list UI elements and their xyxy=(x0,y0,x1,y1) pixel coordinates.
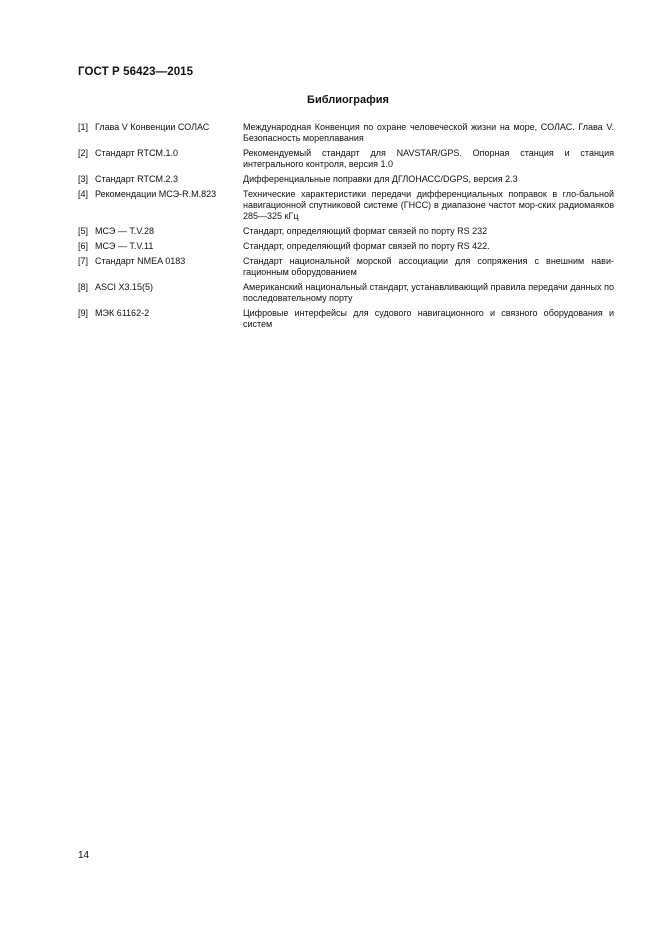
bibliography-entry xyxy=(78,241,614,252)
bibliography-entry xyxy=(78,122,614,144)
page-number: 14 xyxy=(78,850,90,861)
entry-description: Цифровые интерфейсы для судового навигационного и связного оборудования и систем xyxy=(243,308,614,329)
entry-number: [6] xyxy=(78,241,89,251)
entry-number: [5] xyxy=(78,226,89,236)
entry-source: Стандарт RTCM.1.0 xyxy=(95,148,179,158)
bibliography-entry xyxy=(78,308,614,330)
bibliography-entry xyxy=(78,174,614,185)
entry-number: [7] xyxy=(78,256,89,266)
document-header: ГОСТ Р 56423—2015 xyxy=(78,66,194,78)
bibliography-entry xyxy=(78,189,614,222)
entry-source: Глава V Конвенции СОЛАС xyxy=(95,122,210,132)
bibliography-entry xyxy=(78,282,614,304)
entry-number: [2] xyxy=(78,148,89,158)
entry-description: Стандарт национальной морской ассоциации для сопряжения с внешним нави-гационным оборудованием xyxy=(243,256,614,277)
entry-source: ASCI X3.15(5) xyxy=(95,282,154,292)
bibliography-entry xyxy=(78,148,614,170)
entry-number: [4] xyxy=(78,189,89,199)
entry-source: МСЭ — T.V.28 xyxy=(95,226,155,236)
entry-number: [1] xyxy=(78,122,89,132)
entry-description: Стандарт, определяющий формат связей по порту RS 232 xyxy=(243,226,488,236)
entry-number: [8] xyxy=(78,282,89,292)
entry-description: Стандарт, определяющий формат связей по порту RS 422. xyxy=(243,241,490,251)
entry-number: [3] xyxy=(78,174,89,184)
entry-source: МЭК 61162-2 xyxy=(95,308,150,318)
section-title: Библиография xyxy=(307,94,389,106)
entry-source: Стандарт NMEA 0183 xyxy=(95,256,186,266)
entry-description: Дифференциальные поправки для ДГЛОНАСС/DGPS, версия 2.3 xyxy=(243,174,518,184)
entry-description: Американский национальный стандарт, устанавливающий правила передачи данных по последовательному порту xyxy=(243,282,614,303)
entry-number: [9] xyxy=(78,308,89,318)
bibliography-entry xyxy=(78,226,614,237)
bibliography-entry xyxy=(78,256,614,278)
entry-description: Рекомендуемый стандарт для NAVSTAR/GPS. Опорная станция и станция интегрального контроля, версия 1.0 xyxy=(243,148,614,169)
entry-description: Международная Конвенция по охране человеческой жизни на море, СОЛАС. Глава V. Безопасность мореплавания xyxy=(243,122,614,143)
entry-source: Рекомендации МСЭ-R.M.823 xyxy=(95,189,217,199)
entry-source: Стандарт RTCM.2.3 xyxy=(95,174,179,184)
bibliography-list xyxy=(78,122,614,334)
entry-description: Технические характеристики передачи дифференциальных поправок в гло-бальной навигационной спутниковой системе (ГНСС) в диапазоне частот мор-ских радиомаяков 285—325 кГц xyxy=(243,189,614,221)
entry-source: МСЭ — T.V.11 xyxy=(95,241,154,251)
